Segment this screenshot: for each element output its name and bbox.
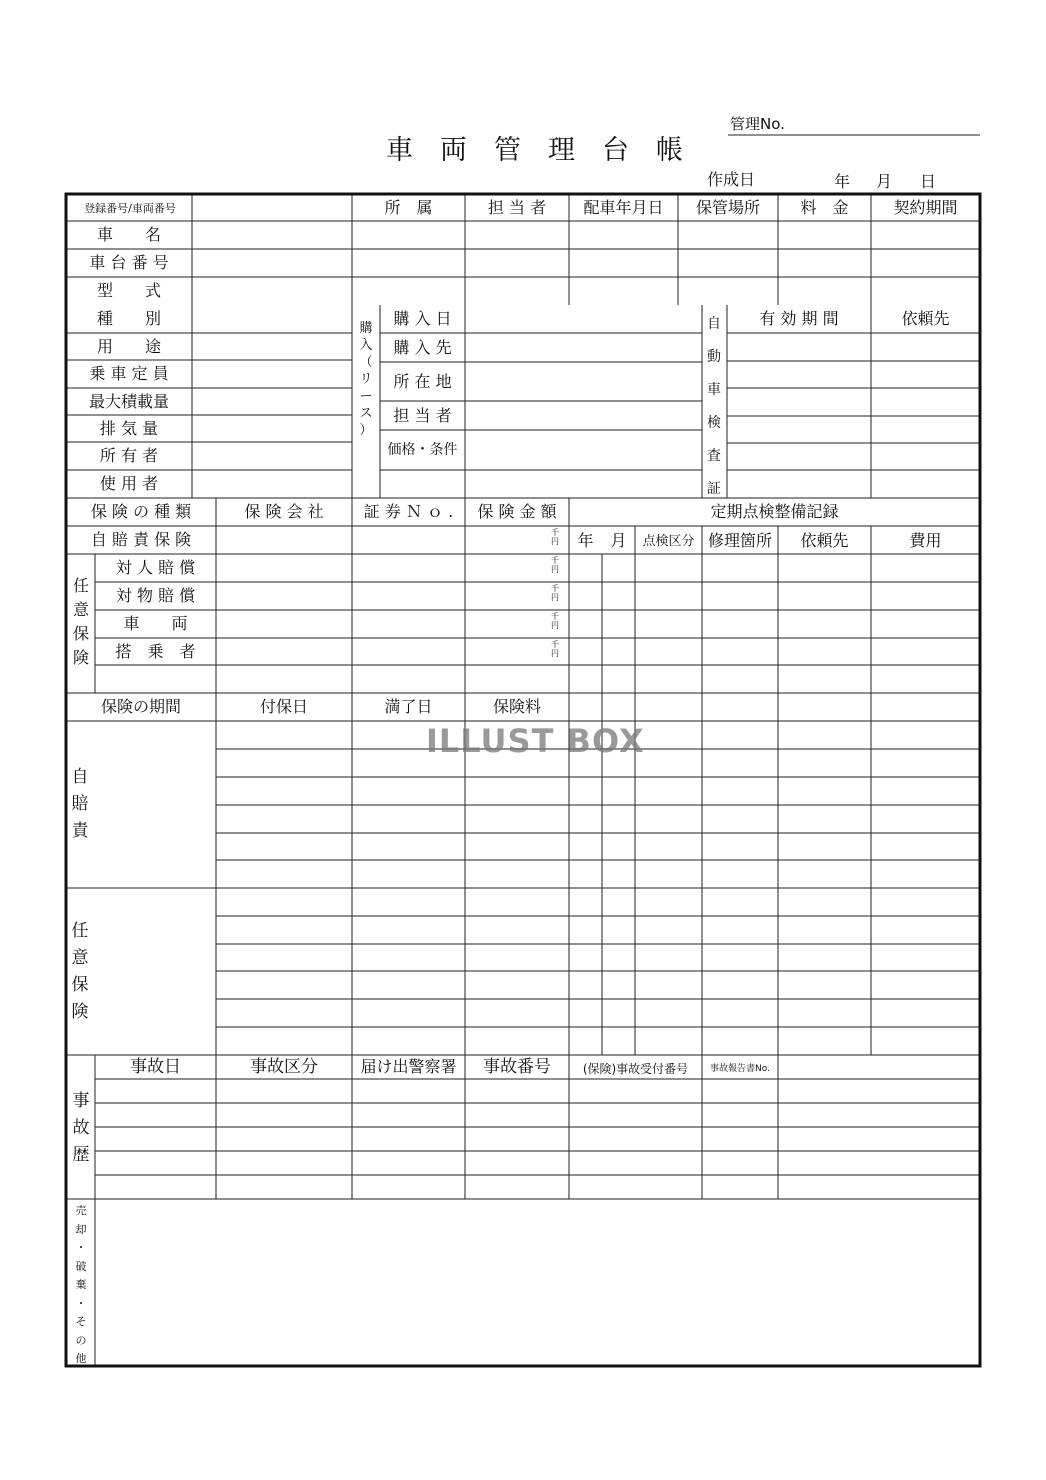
row-label-model: 型 式: [96, 281, 161, 300]
police-station-header: 届け出警察署: [360, 1057, 457, 1076]
nini-period-side-label: 任 意 保 険: [71, 921, 89, 1022]
registration-number-label: 登録番号/車両番号: [84, 202, 176, 215]
kanri-no-label: 管理No.: [730, 115, 785, 133]
repair-part-header: 修理箇所: [707, 531, 772, 550]
maintenance-cost-header: 費用: [909, 531, 942, 550]
insurance-company-header: 保 険 会 社: [244, 502, 324, 521]
unit-sen-en: 千 円: [551, 640, 559, 658]
page-title: 車両管理台帳: [386, 135, 710, 166]
accident-number-header: 事故番号: [483, 1057, 551, 1077]
maintenance-record-title: 定期点検整備記録: [710, 502, 839, 521]
header-fee: 料 金: [800, 198, 849, 217]
maintenance-requested-header: 依頼先: [800, 531, 849, 550]
premium-header: 保険料: [492, 697, 541, 716]
row-label-car-name: 車 名: [96, 225, 161, 244]
row-label-chassis-number: 車 台 番 号: [89, 253, 169, 272]
row-label-user: 使 用 者: [99, 474, 159, 493]
expiry-date-header: 満了日: [384, 697, 433, 716]
maintenance-month-header: 月: [610, 531, 627, 550]
passenger-label: 搭 乗 者: [115, 642, 196, 661]
row-label-capacity: 乗 車 定 員: [89, 364, 169, 383]
vehicle-damage-label: 車 両: [123, 614, 188, 633]
accident-date-header: 事故日: [130, 1057, 181, 1077]
purchase-contact-label: 担 当 者: [393, 406, 452, 425]
claim-receipt-number-header: (保険)事故受付番号: [582, 1062, 689, 1076]
nini-insurance-side-label: 任 意 保 険: [72, 576, 89, 667]
row-label-max-load: 最大積載量: [88, 392, 169, 411]
row-label-displacement: 排 気 量: [99, 419, 159, 438]
inspection-category-header: 点検区分: [642, 534, 695, 549]
header-contract-period: 契約期間: [893, 198, 958, 217]
insurance-amount-header: 保 険 金 額: [477, 502, 557, 521]
unit-sen-en: 千 円: [551, 556, 559, 574]
jibaiseki-insurance-label: 自 賠 責 保 険: [90, 530, 192, 549]
bodily-injury-label: 対 人 賠 償: [115, 558, 196, 577]
jibai-period-side-label: 自 賠 責: [71, 767, 89, 841]
header-dispatch-date: 配車年月日: [583, 198, 664, 217]
purchase-from-label: 購 入 先: [393, 338, 452, 357]
purchase-location-label: 所 在 地: [393, 372, 452, 391]
unit-sen-en: 千 円: [551, 612, 559, 630]
unit-sen-en: 千 円: [551, 584, 559, 602]
inspection-requested-header: 依頼先: [901, 309, 950, 328]
insurance-type-header: 保 険 の 種 類: [90, 502, 192, 521]
watermark: ILLUST BOX: [426, 722, 645, 760]
unit-sen-en: 千 円: [551, 528, 559, 546]
maintenance-year-header: 年: [577, 531, 594, 550]
accident-report-number-header: 事故報告書No.: [710, 1064, 770, 1074]
start-date-header: 付保日: [259, 697, 308, 716]
validity-period-header: 有 効 期 間: [759, 309, 839, 328]
property-damage-label: 対 物 賠 償: [115, 586, 196, 605]
inspection-side-label: 自 動 車 検 査 証: [707, 316, 721, 497]
sakusei-label: 作成日: [707, 170, 756, 189]
row-label-type: 種 別: [96, 309, 161, 328]
header-person-in-charge: 担 当 者: [487, 198, 547, 217]
header-storage-place: 保管場所: [695, 198, 760, 217]
day-label: 日: [920, 172, 937, 191]
purchase-date-label: 購 入 日: [393, 309, 452, 328]
row-label-use: 用 途: [96, 337, 161, 356]
purchase-price-label: 価格・条件: [387, 442, 458, 458]
policy-number-header: 証 券 Ｎ ｏ .: [363, 502, 454, 521]
header-affiliation: 所 属: [384, 198, 433, 217]
accident-category-header: 事故区分: [250, 1057, 318, 1077]
disposal-side-label: 売 却 ・ 破 棄 ・ そ の 他: [75, 1204, 87, 1365]
row-label-owner: 所 有 者: [99, 446, 159, 465]
insurance-period-header: 保険の期間: [100, 697, 181, 716]
accident-side-label: 事 故 歴: [72, 1091, 90, 1165]
month-label: 月: [876, 172, 893, 191]
year-label: 年: [834, 172, 851, 191]
purchase-side-label: 購 入 （ リ ー ス ）: [359, 321, 373, 438]
